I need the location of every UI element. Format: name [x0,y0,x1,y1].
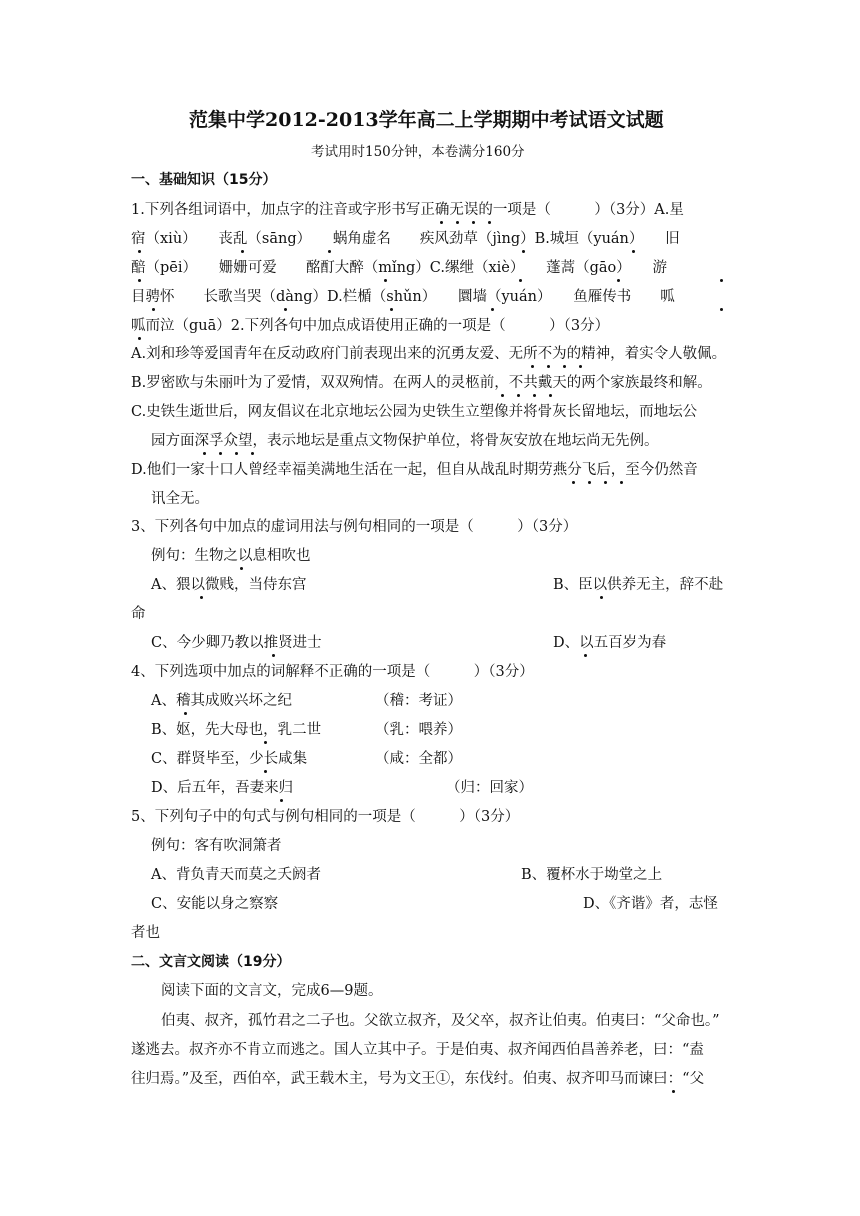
option-c-note: （咸：全都） [375,751,462,767]
option-c: C、今少卿乃教以推贤进士 [151,635,322,651]
emphasis-dot [264,741,267,744]
page-title: 范集中学2012-2013学年高二上学期期中考试语文试题 [189,109,664,131]
example-sentence: 例句：客有吹洞箫者 [151,838,282,854]
emphasis-dot [219,452,222,455]
emphasis-dot [241,250,244,253]
emphasis-dot [604,481,607,484]
emphasis-dot [632,250,635,253]
emphasis-dot [390,308,393,311]
emphasis-dot [284,308,287,311]
text-line: 呱而泣（guā）2.下列各句中加点成语使用正确的一项是（ ）（3分） [131,318,610,334]
emphasis-dot [280,799,283,802]
emphasis-dot [617,279,620,282]
option-c: C、安能以身之察察 [151,896,279,912]
emphasis-dot [572,481,575,484]
emphasis-dot [620,481,623,484]
option-line: B.罗密欧与朱丽叶为了爱情，双双殉情。在两人的灵柩前，不共戴天的两个家族最终和解。 [131,375,712,391]
emphasis-dot [384,279,387,282]
option-d: D、《齐谐》者，志怪 [583,896,718,912]
option-b: B、妪，先大母也，乳二世 [151,722,322,738]
emphasis-dot [522,250,525,253]
emphasis-dot [501,394,504,397]
option-line: D.他们一家十口人曾经幸福美满地生活在一起，但自从战乱时期劳燕分飞后，至今仍然音 [131,462,698,478]
emphasis-dot [491,308,494,311]
text-line: 宿（xiù） 丧乱（sāng） 蜗角虚名 疾风劲草（jìng）B.城垣（yuán） 旧 [131,231,680,247]
exam-info: 考试用时150分钟，本卷满分160分 [311,144,525,160]
emphasis-dot [152,308,155,311]
passage-line: 往归焉。”及至，西伯卒，武王载木主，号为文王①，东伐纣。伯夷、叔齐叩马而谏曰：“父 [131,1071,705,1087]
emphasis-dot [531,365,534,368]
option-c: C、群贤毕至，少长咸集 [151,751,308,767]
emphasis-dot [456,221,459,224]
emphasis-dot [440,221,443,224]
question-4: 4、下列选项中加点的词解释不正确的一项是（ ）（3分） [131,664,534,680]
section-heading: 二、文言文阅读（19分） [131,954,291,970]
emphasis-dot [472,221,475,224]
option-a: A、背负青天而莫之夭阏者 [151,867,321,883]
emphasis-dot [519,279,522,282]
passage-line: 遂逃去。叔齐亦不肯立而逃之。国人立其中子。于是伯夷、叔齐闻西伯昌善养老，曰：“盍 [131,1042,704,1058]
option-line: A.刘和珍等爱国青年在反动政府门前表现出来的沉勇友爱、无所不为的精神，着实令人敬佩。 [131,346,727,362]
emphasis-dot [264,770,267,773]
example-sentence: 例句：生物之以息相吹也 [151,548,311,564]
emphasis-dot [720,279,723,282]
option-a-note: （稽：考证） [375,693,462,709]
question-3: 3、下列各句中加点的虚词用法与例句相同的一项是（ ）（3分） [131,519,578,535]
emphasis-dot [547,365,550,368]
emphasis-dot [138,279,141,282]
emphasis-dot [579,365,582,368]
text-line: 醅（pēi） 姗姗可爱 酩酊大醉（mǐng）C.缧绁（xiè） 蓬蒿（gāo） 游 [131,260,667,276]
text-line: 1.下列各组词语中，加点字的注音或字形书写正确无误的一项是（ ）（3分）A.星 [131,202,684,218]
emphasis-dot [488,221,491,224]
emphasis-dot [235,452,238,455]
question-5: 5、下列句子中的句式与例句相同的一项是（ ）（3分） [131,809,520,825]
text-line: 目骋怀 长歌当哭（dàng）D.栏楯（shǔn） 圜墙（yuán） 鱼雁传书 呱 [131,289,675,305]
emphasis-dot [251,452,254,455]
option-line: C.史铁生逝世后，网友倡议在北京地坛公园为史铁生立塑像并将骨灰长留地坛，而地坛公 [131,404,698,420]
emphasis-dot [588,481,591,484]
option-line: 讯全无。 [151,491,209,507]
passage-line: 伯夷、叔齐，孤竹君之二子也。父欲立叔齐，及父卒，叔齐让伯夷。伯夷曰：“父命也。” [161,1013,720,1029]
option-b: B、臣以供养无主，辞不赴 [553,577,724,593]
emphasis-dot [517,394,520,397]
emphasis-dot [184,712,187,715]
emphasis-dot [240,567,243,570]
emphasis-dot [138,250,141,253]
emphasis-dot [272,654,275,657]
emphasis-dot [549,394,552,397]
option-d: D、以五百岁为春 [553,635,667,651]
option-b: B、覆杯水于坳堂之上 [521,867,663,883]
option-a: A、稽其成败兴坏之纪 [151,693,292,709]
emphasis-dot [138,337,141,340]
section-heading: 一、基础知识（15分） [131,172,277,188]
emphasis-dot [584,654,587,657]
option-b-note: （乳：喂养） [375,722,462,738]
emphasis-dot [563,365,566,368]
emphasis-dot [328,250,331,253]
emphasis-dot [600,596,603,599]
option-d-note: （归：回家） [446,780,533,796]
emphasis-dot [533,394,536,397]
instruction: 阅读下面的文言文，完成6—9题。 [161,983,383,999]
option-d: D、后五年，吾妻来归 [151,780,294,796]
emphasis-dot [720,308,723,311]
option-line: 园方面深孚众望，表示地坛是重点文物保护单位，将骨灰安放在地坛尚无先例。 [151,433,659,449]
option-a: A、猥以微贱，当侍东宫 [151,577,307,593]
emphasis-dot [200,596,203,599]
option-b-cont: 命 [131,606,146,622]
option-d-cont: 者也 [131,925,160,941]
emphasis-dot [203,452,206,455]
emphasis-dot [672,1090,675,1093]
